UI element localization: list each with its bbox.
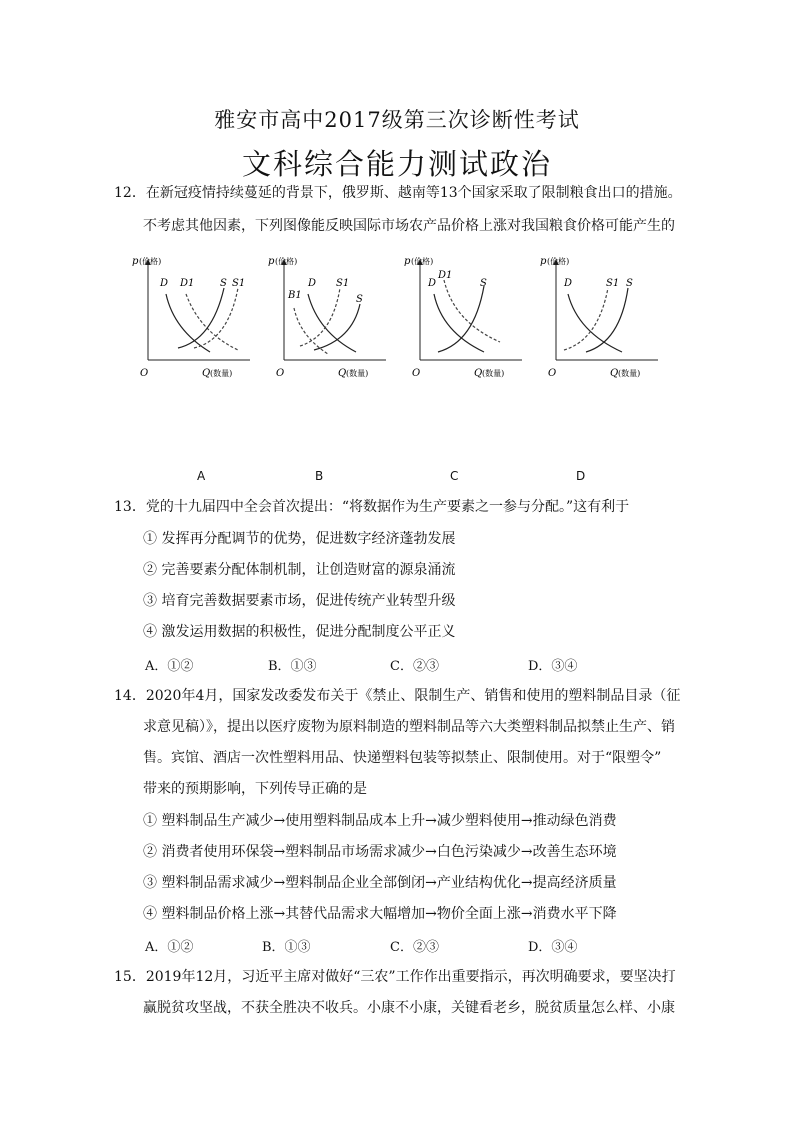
q14-item-4: ④ 塑料制品价格上涨→其替代品需求大幅增加→物价全面上涨→消费水平下降 [143, 906, 617, 922]
graph-d-p-label: p [540, 256, 547, 267]
q13-stem: 13．党的十九届四中全会首次提出：“将数据作为生产要素之一参与分配。”这有利于 [114, 499, 630, 515]
q13-option-c[interactable]: C．②③ [390, 659, 439, 674]
graph-d-label-s1: S1 [606, 278, 620, 289]
q14-option-c[interactable]: C．②③ [390, 940, 439, 955]
q12-stem-line2: 不考虑其他因素，下列图像能反映国际市场农产品价格上涨对我国粮食价格可能产生的 [143, 218, 675, 234]
graph-d-q-label: Q [610, 368, 619, 379]
q13-option-a[interactable]: A．①② [145, 659, 194, 674]
q14-option-d[interactable]: D．③④ [528, 940, 578, 955]
q14-item-1: ① 塑料制品生产减少→使用塑料制品成本上升→减少塑料使用→推动绿色消费 [143, 813, 617, 829]
graph-b-q-unit: (数量) [346, 369, 369, 378]
graph-b-label-s1: S1 [336, 278, 350, 289]
graph-a-label-s1: S1 [232, 278, 246, 289]
graph-a-q-label: Q [202, 368, 211, 379]
graph-d-origin: O [548, 368, 557, 379]
q14-stem-line4: 带来的预期影响，下列传导正确的是 [143, 781, 367, 797]
graph-c-p-unit: (价格) [411, 257, 434, 266]
q14-item-2: ② 消费者使用环保袋→塑料制品市场需求减少→白色污染减少→改善生态环境 [143, 844, 617, 860]
q13-item-4: ④ 激发运用数据的积极性，促进分配制度公平正义 [143, 624, 456, 640]
graph-b-origin: O [276, 368, 285, 379]
graph-label-b: B [315, 469, 324, 483]
q12-stem-line1: 12．在新冠疫情持续蔓延的背景下，俄罗斯、越南等13个国家采取了限制粮食出口的措施。 [114, 185, 682, 201]
q15-stem-line2: 赢脱贫攻坚战，不获全胜决不收兵。小康不小康，关键看老乡，脱贫质量怎么样、小康 [143, 1000, 675, 1016]
exam-subtitle: 文科综合能力测试政治 [241, 147, 552, 181]
q13-option-b[interactable]: B．①③ [268, 659, 317, 674]
graph-d [540, 256, 658, 379]
graph-d-q-unit: (数量) [618, 369, 641, 378]
graph-a-p-unit: (价格) [139, 257, 162, 266]
graph-d-label-s: S [626, 278, 633, 289]
graph-b-p-label: p [268, 256, 275, 267]
graph-c-curve-d [434, 294, 484, 352]
q13-item-3: ③ 培育完善数据要素市场，促进传统产业转型升级 [143, 593, 456, 609]
graph-c-q-unit: (数量) [482, 369, 505, 378]
supply-demand-graphs [120, 250, 680, 385]
graph-label-d: D [576, 469, 586, 483]
graph-a-p-label: p [132, 256, 139, 267]
graph-label-a: A [197, 469, 206, 483]
graph-c-label-s: S [480, 278, 487, 289]
q14-option-a[interactable]: A．①② [145, 940, 194, 955]
graph-a-label-s: S [220, 278, 227, 289]
graph-c-p-label: p [404, 256, 411, 267]
graph-a-curve-s [178, 288, 224, 348]
graph-b-curve-s [314, 304, 360, 350]
graph-label-c: C [450, 469, 459, 483]
graph-a-label-d1: D1 [180, 278, 195, 289]
graph-b-label-b1: B1 [288, 290, 302, 301]
graph-a [132, 256, 250, 379]
graph-c [404, 256, 522, 379]
q13-option-d[interactable]: D．③④ [528, 659, 578, 674]
q14-stem-line2: 求意见稿）》，提出以医疗废物为原料制造的塑料制品等六大类塑料制品拟禁止生产、销 [143, 719, 675, 735]
graph-d-curve-s [586, 288, 628, 352]
graph-c-q-label: Q [474, 368, 483, 379]
graph-d-label-d: D [564, 278, 573, 289]
graph-d-curve-d [568, 294, 622, 352]
graph-c-label-d1: D1 [438, 270, 453, 281]
graph-b-q-label: Q [338, 368, 347, 379]
q14-item-3: ③ 塑料制品需求减少→塑料制品企业全部倒闭→产业结构优化→提高经济质量 [143, 875, 617, 891]
graph-b-label-d: D [308, 278, 317, 289]
graph-b-label-s: S [356, 294, 363, 305]
q13-item-2: ② 完善要素分配体制机制，让创造财富的源泉涌流 [143, 562, 456, 578]
graph-a-label-d: D [160, 278, 169, 289]
q15-stem-line1: 15．2019年12月，习近平主席对做好“三农”工作作出重要指示，再次明确要求，要坚决打 [114, 969, 676, 985]
graph-c-label-d: D [428, 278, 437, 289]
q14-option-b[interactable]: B．①③ [262, 940, 311, 955]
graph-a-curve-s1 [194, 288, 238, 348]
graph-c-origin: O [412, 368, 421, 379]
q14-stem-line1: 14．2020年4月，国家发改委发布关于《禁止、限制生产、销售和使用的塑料制品目录（征 [114, 688, 681, 704]
graph-a-curve-d [166, 294, 210, 352]
graph-c-curve-s [438, 286, 484, 352]
q13-item-1: ① 发挥再分配调节的优势，促进数字经济蓬勃发展 [143, 531, 456, 547]
graph-a-q-unit: (数量) [210, 369, 233, 378]
graph-d-p-unit: (价格) [547, 257, 570, 266]
graph-c-curve-d1 [444, 280, 500, 342]
graph-b [268, 256, 386, 379]
graph-a-origin: O [140, 368, 149, 379]
q14-stem-line3: 售。宾馆、酒店一次性塑料用品、快递塑料包装等拟禁止、限制使用。对于“限塑令” [143, 750, 662, 766]
exam-title: 雅安市高中2017级第三次诊断性考试 [214, 108, 580, 132]
graph-b-p-unit: (价格) [275, 257, 298, 266]
